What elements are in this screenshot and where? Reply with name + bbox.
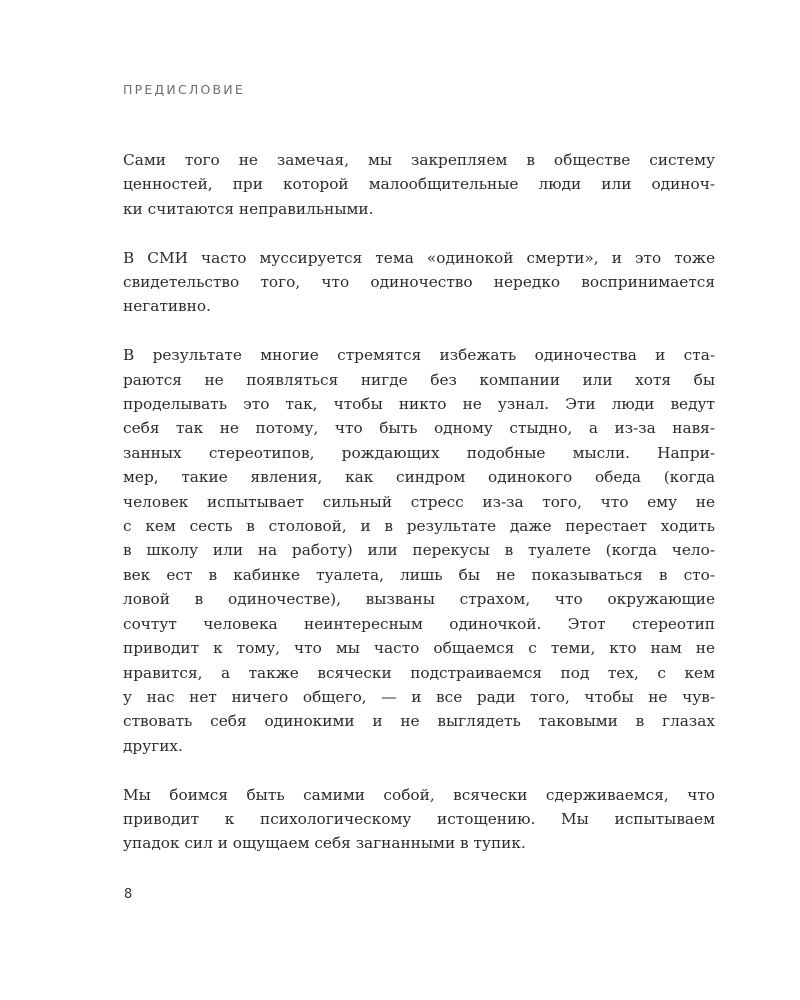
text-line: В СМИ часто муссируется тема «одинокой смерти», и это тоже — [123, 248, 715, 267]
text-line: у нас нет ничего общего, — и все ради того, чтобы не чув- — [123, 687, 715, 706]
body-text — [123, 148, 715, 880]
text-line: приводит к тому, что мы часто общаемся с теми, кто нам не — [123, 639, 715, 658]
text-line: проделывать это так, чтобы никто не узнал. Эти люди ведут — [123, 395, 715, 414]
text-line: Сами того не замечая, мы закрепляем в обществе систему — [123, 151, 715, 169]
running-header: ПРЕДИСЛОВИЕ — [123, 82, 245, 97]
text-line: свидетельство того, что одиночество нередко воспринимается — [123, 273, 715, 292]
text-line: нравится, а также всячески подстраиваемся под тех, с кем — [123, 663, 715, 682]
text-line: человек испытывает сильный стресс из-за того, что ему не — [123, 492, 715, 511]
text-line: Мы боимся быть самими собой, всячески сдерживаемся, что — [123, 785, 715, 804]
text-line: мер, такие явления, как синдром одинокого обеда (когда — [123, 468, 715, 487]
text-line: других. — [123, 736, 183, 755]
text-line: упадок сил и ощущаем себя загнанными в тупик. — [123, 834, 526, 853]
text-line: век ест в кабинке туалета, лишь бы не показываться в сто- — [123, 565, 715, 584]
text-line: ценностей, при которой малообщительные люди или одиноч- — [123, 175, 715, 194]
text-line: сочтут человека неинтересным одиночкой. Этот стереотип — [123, 614, 715, 633]
paragraph-2 — [123, 246, 715, 319]
text-line: ствовать себя одинокими и не выглядеть таковыми в глазах — [123, 712, 715, 731]
text-line: раются не появляться нигде без компании или хотя бы — [123, 370, 715, 389]
paragraph-4 — [123, 783, 715, 856]
paragraph-1 — [123, 148, 715, 221]
text-line: занных стереотипов, рождающих подобные мысли. Напри- — [123, 443, 715, 462]
paragraph-3 — [123, 343, 715, 758]
text-line: с кем сесть в столовой, и в результате даже перестает ходить — [123, 517, 715, 536]
text-line: ловой в одиночестве), вызваны страхом, что окружающие — [123, 590, 715, 609]
text-line: В результате многие стремятся избежать одиночества и ста- — [123, 346, 715, 365]
page-number: 8 — [124, 887, 133, 902]
text-line: себя так не потому, что быть одному стыдно, а из-за навя- — [123, 419, 715, 438]
text-line: приводит к психологическому истощению. Мы испытываем — [123, 809, 715, 828]
text-line: в школу или на работу) или перекусы в туалете (когда чело- — [123, 541, 715, 560]
text-line: ки считаются неправильными. — [123, 199, 374, 218]
text-line: негативно. — [123, 297, 211, 316]
